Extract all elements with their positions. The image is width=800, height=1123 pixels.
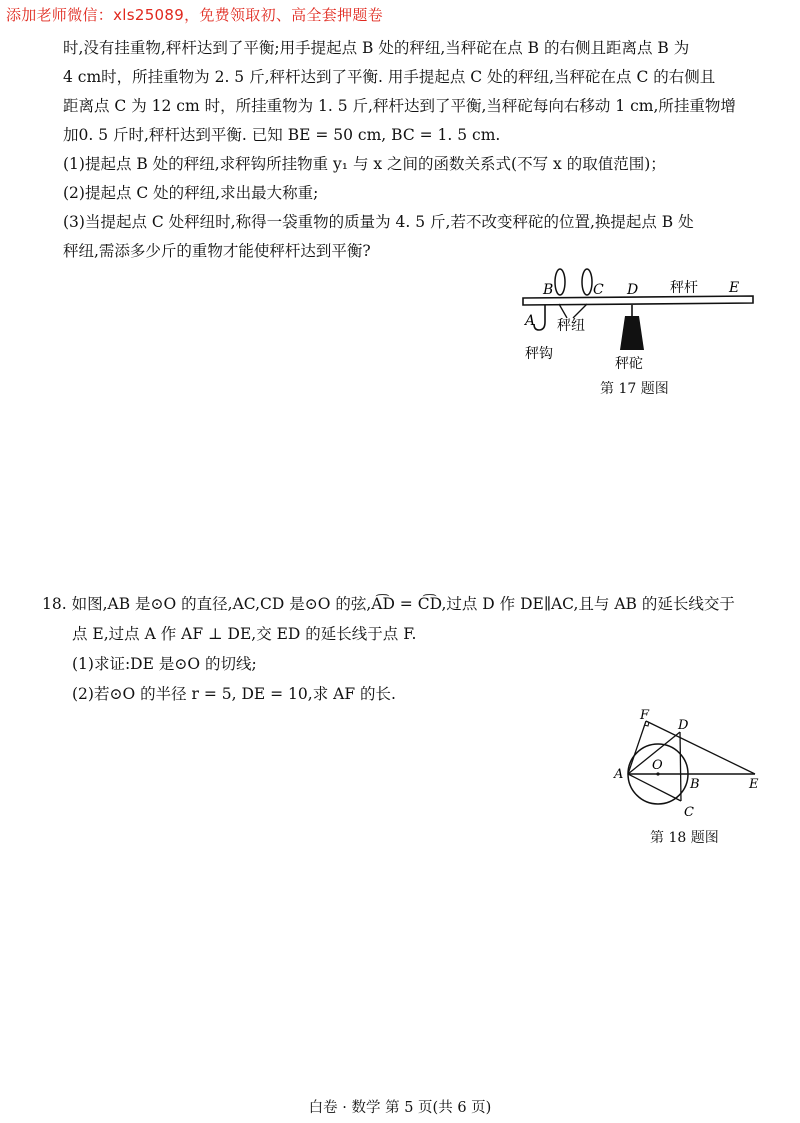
hook-icon <box>534 305 545 330</box>
q17-sub1: (1)提起点 B 处的秤纽,求秤钩所挂物重 y₁ 与 x 之间的函数关系式(不写 x 的取值范围)； <box>63 155 666 173</box>
q18-figure-caption: 第 18 题图 <box>650 830 719 846</box>
q18-line-1: 18. 如图,AB 是⊙O 的直径,AC,CD 是⊙O 的弦,A͡D = C͡D,过点 D 作 DE∥AC,且与 AB 的延长线交于 <box>42 595 735 613</box>
label-c: C <box>684 805 694 820</box>
label-weight: 秤砣 <box>615 356 643 372</box>
weight-block <box>620 316 644 350</box>
q17-steelyard-figure <box>515 270 765 370</box>
label-d: D <box>678 718 689 733</box>
label-e: E <box>729 280 740 296</box>
label-e: E <box>749 777 759 792</box>
knob-loop-c <box>582 269 592 295</box>
label-b: B <box>690 777 700 792</box>
q17-line-3: 距离点 C 为 12 cm 时，所挂重物为 1. 5 斤,秤杆达到了平衡,当秤砣每向右移动 1 cm,所挂重物增 <box>63 97 736 115</box>
q18-line-2: 点 E,过点 A 作 AF ⊥ DE,交 ED 的延长线于点 F. <box>72 625 417 643</box>
q17-figure-caption: 第 17 题图 <box>600 381 669 397</box>
label-o: O <box>652 758 663 773</box>
label-a: A <box>525 313 536 329</box>
q17-sub3-line-2: 秤纽,需添多少斤的重物才能使秤杆达到平衡? <box>63 242 371 260</box>
q18-geometry-figure <box>608 708 768 823</box>
label-rod: 秤杆 <box>670 280 698 296</box>
q18-sub2: (2)若⊙O 的半径 r = 5, DE = 10,求 AF 的长. <box>72 685 396 703</box>
q17-line-4: 加0. 5 斤时,秤杆达到平衡. 已知 BE = 50 cm, BC = 1. 5 cm. <box>63 126 501 144</box>
label-d: D <box>627 282 639 298</box>
watermark-text: 添加老师微信：xls25089，免费领取初、高全套押题卷 <box>6 6 383 24</box>
label-f: F <box>640 708 650 723</box>
q17-sub3-line-1: (3)当提起点 C 处秤纽时,称得一袋重物的质量为 4. 5 斤,若不改变秤砣的位置,换提起点 B 处 <box>63 213 694 231</box>
q17-line-2: 4 cm时，所挂重物为 2. 5 斤,秤杆达到了平衡. 用手提起点 C 处的秤纽,当秤砣在点 C 的右侧且 <box>63 68 716 86</box>
label-knob: 秤纽 <box>557 318 585 334</box>
label-b: B <box>543 282 554 298</box>
label-hook: 秤钩 <box>525 346 553 362</box>
q17-line-1: 时,没有挂重物,秤杆达到了平衡;用手提起点 B 处的秤纽,当秤砣在点 B 的右侧且距离点 B 为 <box>63 39 690 57</box>
page-footer: 白卷 · 数学 第 5 页(共 6 页) <box>308 1100 492 1116</box>
q18-sub1: (1)求证:DE 是⊙O 的切线; <box>72 655 257 673</box>
q17-sub2: (2)提起点 C 处的秤纽,求出最大称重; <box>63 184 319 202</box>
label-c: C <box>593 282 604 298</box>
label-a: A <box>614 767 624 782</box>
knob-strings <box>559 304 587 318</box>
knob-loop-b <box>555 269 565 295</box>
